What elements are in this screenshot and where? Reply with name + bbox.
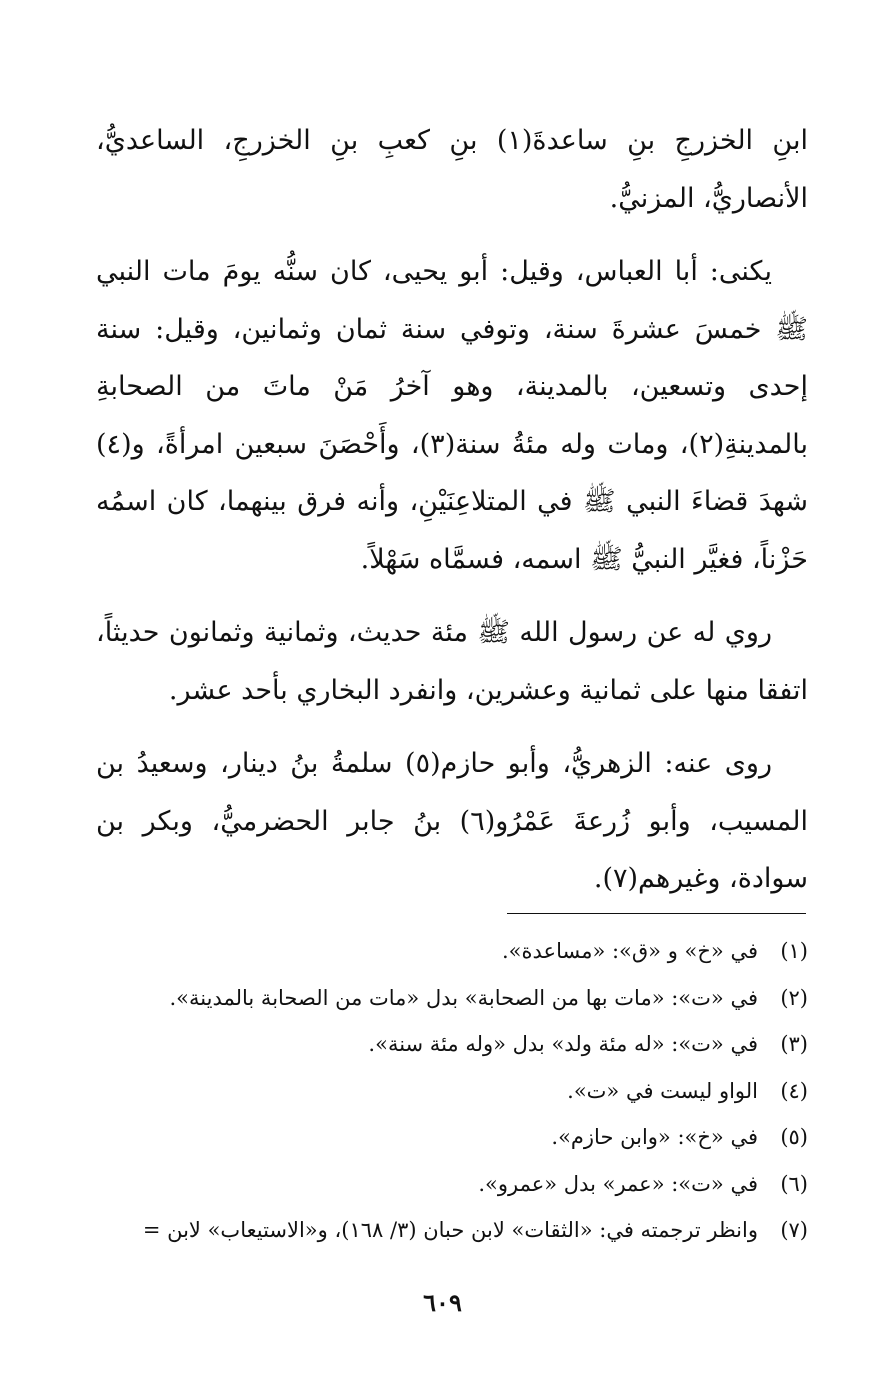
- footnote-text: في «خ»: «وابن حازم».: [551, 1125, 758, 1149]
- footnote-text: وانظر ترجمته في: «الثقات» لابن حبان (٣/ ١٦٨)، و«الاستيعاب» لابن =: [142, 1218, 758, 1242]
- footnote-3: [96, 1021, 808, 1068]
- footnote-number: (٣): [780, 1032, 808, 1056]
- page-number: ٦٠٩: [423, 1288, 462, 1317]
- footnote-2: [96, 975, 808, 1022]
- footnote-number: (٦): [780, 1171, 808, 1196]
- footnote-number: (٢): [780, 985, 808, 1010]
- paragraph-hadith-count: روي له عن رسول الله ﷺ مئة حديث، وثمانية وثمانون حديثاً، اتفقا منها على ثمانية وعشرين، وانفرد البخاري بأحد عشر.: [96, 617, 808, 706]
- footnote-6: [96, 1161, 808, 1208]
- footnote-number: (٥): [780, 1125, 808, 1149]
- footnote-7: [96, 1207, 808, 1254]
- paragraph-narrators: روى عنه: الزهريُّ، وأبو حازم(٥) سلمةُ بنُ دينار، وسعيدُ بن المسيب، وأبو زُرعةَ عَمْرُو(٦) بنُ جابر الحضرميُّ، وبكر بن سوادة، وغيرهم(٧).: [96, 748, 809, 894]
- footnotes-section: [96, 928, 808, 1254]
- footnote-text: الواو ليست في «ت».: [567, 1078, 758, 1103]
- footnote-text: في «ت»: «عمر» بدل «عمرو».: [478, 1171, 758, 1196]
- footnote-number: (٤): [780, 1078, 808, 1103]
- footnote-text: في «خ» و «ق»: «مساعدة».: [501, 939, 758, 963]
- main-text: [96, 112, 808, 908]
- footnote-divider: [507, 913, 806, 914]
- footnote-5: [96, 1114, 808, 1161]
- footnote-number: (١): [780, 939, 808, 963]
- footnote-4: [96, 1068, 808, 1115]
- paragraph-kunya-and-death: يكنى: أبا العباس، وقيل: أبو يحيى، كان سنُّه يومَ مات النبي ﷺ خمسَ عشرةَ سنة، وتوفي سنة ثمان وثمانين، وقيل: سنة إحدى وتسعين، بالمدينة، وهو آخرُ مَنْ ماتَ من الصحابةِ بالمدينةِ(٢)، ومات وله مئةُ سنة(٣)، وأَحْصَنَ سبعين امرأةً، و(٤) شهدَ قضاءَ النبي ﷺ في المتلاعِنَيْنِ، وأنه فرق بينهما، كان اسمُه حَزْناً، فغيَّر النبيُّ ﷺ اسمه، فسمَّاه سَهْلاً.: [96, 256, 808, 575]
- footnote-text: في «ت»: «مات بها من الصحابة» بدل «مات من الصحابة بالمدينة».: [169, 985, 758, 1010]
- footnote-1: [96, 928, 808, 975]
- footnote-number: (٧): [780, 1218, 808, 1242]
- paragraph-lineage: ابنِ الخزرجِ بنِ ساعدةَ(١) بنِ كعبِ بنِ الخزرجِ، الساعديُّ، الأنصاريُّ، المزنيُّ.: [96, 125, 808, 214]
- footnote-text: في «ت»: «له مئة ولد» بدل «وله مئة سنة».: [368, 1032, 758, 1056]
